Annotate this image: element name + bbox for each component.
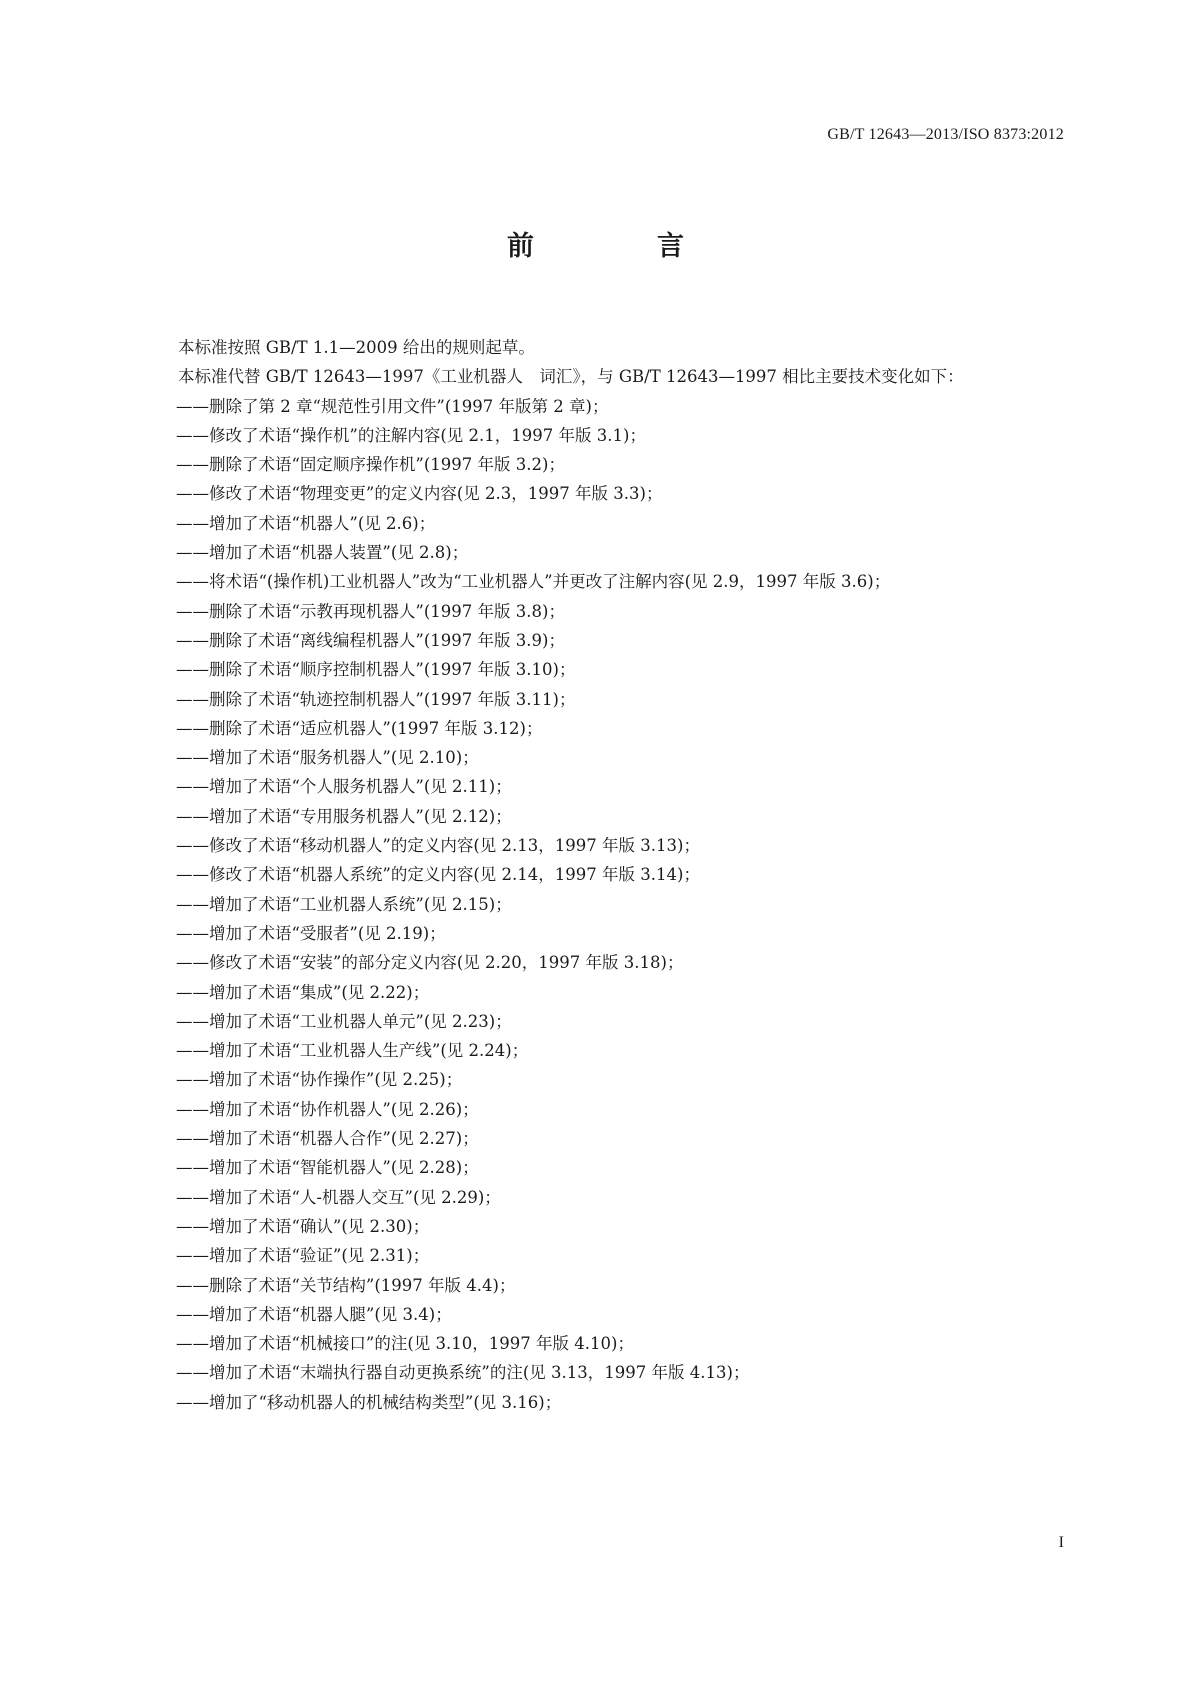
- change-item: ——增加了术语“末端执行器自动更换系统”的注(见 3.13，1997 年版 4.13)；: [176, 1363, 750, 1383]
- change-item: ——增加了术语“协作操作”(见 2.25)；: [176, 1070, 463, 1090]
- change-item: ——增加了术语“确认”(见 2.30)；: [176, 1216, 430, 1236]
- page-number: I: [1058, 1534, 1064, 1551]
- foreword-body: [138, 333, 1066, 1417]
- changes-list: [138, 392, 1066, 1417]
- change-item: ——增加了术语“集成”(见 2.22)；: [176, 982, 430, 1002]
- standard-code: GB/T 12643—2013/ISO 8373:2012: [827, 126, 1064, 143]
- intro-paragraph-replacement: 本标准代替 GB/T 12643—1997《工业机器人 词汇》，与 GB/T 12643—1997 相比主要技术变化如下：: [178, 367, 964, 387]
- change-item: ——删除了术语“顺序控制机器人”(1997 年版 3.10)；: [176, 660, 576, 680]
- change-item: ——删除了术语“关节结构”(1997 年版 4.4)；: [176, 1275, 516, 1295]
- page-title: 前 言: [507, 231, 732, 262]
- change-item: ——增加了术语“协作机器人”(见 2.26)；: [176, 1099, 479, 1119]
- change-item: ——将术语“(操作机)工业机器人”改为“工业机器人”并更改了注解内容(见 2.9，1997 年版 3.6)；: [176, 572, 891, 592]
- change-item: ——增加了术语“受服者”(见 2.19)；: [176, 923, 446, 943]
- change-item: ——增加了术语“智能机器人”(见 2.28)；: [176, 1158, 479, 1178]
- change-item: ——增加了术语“人-机器人交互”(见 2.29)；: [176, 1187, 501, 1207]
- change-item: ——增加了术语“工业机器人生产线”(见 2.24)；: [176, 1041, 529, 1061]
- change-item: ——修改了术语“移动机器人”的定义内容(见 2.13，1997 年版 3.13)；: [176, 836, 700, 856]
- change-item: ——增加了术语“验证”(见 2.31)；: [176, 1246, 430, 1266]
- change-item: ——增加了术语“机器人腿”(见 3.4)；: [176, 1304, 452, 1324]
- change-item: ——删除了术语“适应机器人”(1997 年版 3.12)；: [176, 718, 543, 738]
- change-item: ——增加了术语“机械接口”的注(见 3.10，1997 年版 4.10)；: [176, 1334, 634, 1354]
- change-item: ——修改了术语“操作机”的注解内容(见 2.1，1997 年版 3.1)；: [176, 425, 646, 445]
- change-item: ——增加了术语“机器人”(见 2.6)；: [176, 513, 436, 533]
- change-item: ——修改了术语“物理变更”的定义内容(见 2.3，1997 年版 3.3)；: [176, 484, 663, 504]
- change-item: ——增加了术语“机器人装置”(见 2.8)；: [176, 543, 469, 563]
- change-item: ——增加了术语“工业机器人系统”(见 2.15)；: [176, 894, 512, 914]
- change-item: ——删除了第 2 章“规范性引用文件”(1997 年版第 2 章)；: [176, 396, 609, 416]
- change-item: ——增加了术语“专用服务机器人”(见 2.12)；: [176, 806, 512, 826]
- change-item: ——删除了术语“示教再现机器人”(1997 年版 3.8)；: [176, 601, 565, 621]
- change-item: ——删除了术语“轨迹控制机器人”(1997 年版 3.11)；: [176, 689, 576, 709]
- change-item: ——增加了术语“服务机器人”(见 2.10)；: [176, 748, 479, 768]
- change-item: ——修改了术语“机器人系统”的定义内容(见 2.14，1997 年版 3.14)；: [176, 865, 700, 885]
- change-item: ——增加了术语“机器人合作”(见 2.27)；: [176, 1129, 479, 1149]
- change-item: ——修改了术语“安装”的部分定义内容(见 2.20，1997 年版 3.18)；: [176, 953, 684, 973]
- change-item: ——增加了术语“工业机器人单元”(见 2.23)；: [176, 1011, 512, 1031]
- change-item: ——删除了术语“固定顺序操作机”(1997 年版 3.2)；: [176, 455, 565, 475]
- intro-paragraph-drafting: 本标准按照 GB/T 1.1—2009 给出的规则起草。: [178, 338, 535, 357]
- change-item: ——增加了术语“个人服务机器人”(见 2.11)；: [176, 777, 512, 797]
- change-item: ——删除了术语“离线编程机器人”(1997 年版 3.9)；: [176, 630, 565, 650]
- change-item: ——增加了“移动机器人的机械结构类型”(见 3.16)；: [176, 1392, 562, 1412]
